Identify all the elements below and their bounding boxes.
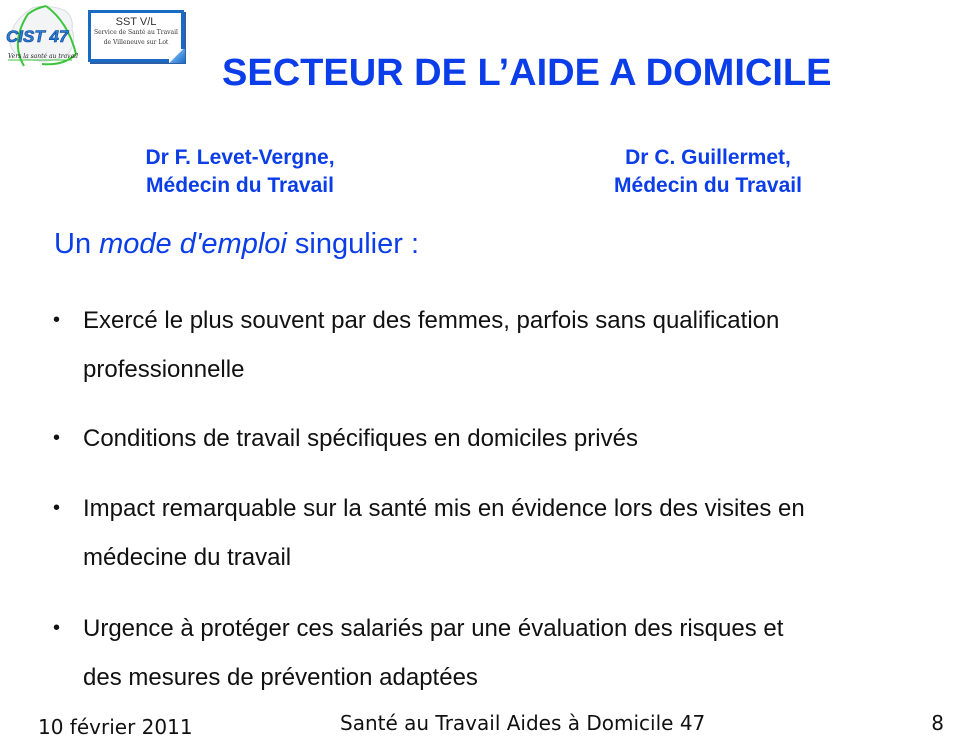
cist-logo-tagline: Vers la santé au travail <box>8 53 78 60</box>
author-1-name: Dr F. Levet-Vergne, <box>145 146 335 169</box>
footer-date: 10 février 2011 <box>38 715 193 739</box>
footer-title: Santé au Travail Aides à Domicile 47 <box>340 711 706 735</box>
bullet-text-line: Impact remarquable sur la santé mis en évidence lors des visites en <box>83 495 805 522</box>
bullet-text-line: Conditions de travail spécifiques en domiciles privés <box>83 425 638 452</box>
page-curl-icon <box>169 49 185 63</box>
bullet-text-line: Urgence à protéger ces salariés par une évaluation des risques et <box>83 615 784 642</box>
author-1-role: Médecin du Travail <box>146 174 334 197</box>
bullet-text-line: des mesures de prévention adaptées <box>83 664 478 691</box>
cist-logo-text: CIST 47 <box>6 27 69 46</box>
page-number: 8 <box>931 711 944 735</box>
bullet-item <box>53 414 943 463</box>
bullet-text-line: médecine du travail <box>83 544 292 571</box>
bullet-icon: • <box>53 427 61 449</box>
subtitle-suffix: singulier : <box>286 228 420 260</box>
author-1 <box>80 144 400 200</box>
bullet-item <box>53 484 943 582</box>
cist-logo-graphic <box>2 2 84 72</box>
author-2-role: Médecin du Travail <box>614 174 802 197</box>
subtitle-prefix: Un <box>54 228 100 260</box>
section-subtitle <box>54 228 419 261</box>
slide-title: SECTEUR DE L’AIDE A DOMICILE <box>222 52 832 94</box>
cist-47-logo <box>2 2 84 72</box>
bullet-item <box>53 604 943 702</box>
bullet-text-line: Exercé le plus souvent par des femmes, parfois sans qualification <box>83 307 780 334</box>
sst-logo-line2: de Villeneuve sur Lot <box>103 39 169 46</box>
bullet-icon: • <box>53 497 61 519</box>
subtitle-italic: mode d'emploi <box>99 228 287 260</box>
bullet-icon: • <box>53 617 61 639</box>
sst-logo-line1: Service de Santé au Travail <box>94 29 178 36</box>
bullet-item <box>53 296 943 394</box>
bullet-text-line: professionnelle <box>83 356 245 383</box>
author-2-name: Dr C. Guillermet, <box>625 146 791 169</box>
author-2 <box>548 144 868 200</box>
sst-logo-title: SST V/L <box>115 16 157 28</box>
sst-vl-logo <box>88 10 184 62</box>
bullet-icon: • <box>53 309 61 331</box>
